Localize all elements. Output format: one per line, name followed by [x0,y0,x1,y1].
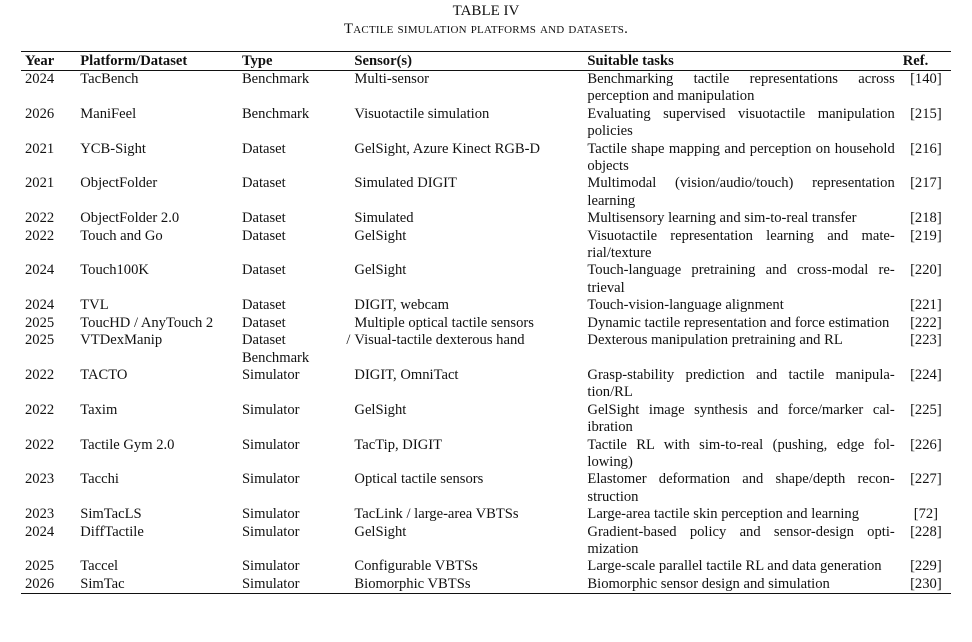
cell-platform: ToucHD / AnyTouch 2 [80,314,214,331]
cell-tasks: Large-scale parallel tactile RL and data generation [587,558,882,575]
cell-tasks: Gradient-based policy and sensor-design optimization [587,523,895,557]
cell-type: Dataset [241,227,286,244]
header-tasks: Suitable tasks [587,53,674,69]
cell-year: 2021 [25,175,55,192]
table-row [21,506,951,523]
cell-sensors: Biomorphic VBTSs [354,575,471,592]
header-row [21,52,951,71]
table-row [21,262,951,297]
cell-ref: [224] [910,366,942,383]
cell-tasks: Evaluating supervised visuotactile manipulation policies [587,105,895,140]
cell-sensors: TacLink / large-area VBTSs [354,506,519,523]
cell-type: Simulator [241,506,300,523]
cell-type: Simulator [241,558,300,575]
cell-ref: [140] [910,71,942,87]
cell-year: 2022 [25,210,55,227]
cell-ref: [221] [910,297,942,314]
cell-tasks: Touch-vision-language alignment [587,297,784,314]
cell-year: 2022 [25,401,55,418]
cell-tasks: Multimodal (vision/audio/touch) representation learning [587,175,895,209]
cell-tasks: Visuotactile representation learning and material/texture [587,227,895,262]
table-row [21,471,951,506]
header-platform: Platform/Dataset [80,53,188,69]
cell-year: 2022 [25,436,55,453]
table-row [21,228,951,263]
header-type: Type [241,53,273,69]
cell-type-slash: / [346,332,351,349]
cell-type: Simulator [241,575,300,592]
cell-platform: ObjectFolder 2.0 [80,210,180,227]
cell-type [242,332,354,367]
cell-year: 2024 [25,262,55,279]
cell-ref: [230] [910,575,942,592]
cell-platform: DiffTactile [80,523,144,540]
table-row [21,141,951,176]
cell-ref: [215] [910,105,942,122]
cell-year: 2025 [25,558,55,575]
cell-type: Dataset [241,297,286,314]
cell-platform: Tacchi [80,471,119,488]
cell-platform: TacBench [80,71,139,87]
cell-platform: SimTacLS [80,506,142,523]
cell-sensors: DIGIT, OmniTact [354,366,459,383]
cell-ref: [227] [910,471,942,488]
cell-type-text: Dataset Benchmark [241,332,310,366]
cell-ref: [72] [913,506,939,523]
cell-ref: [216] [910,140,942,157]
cell-ref: [219] [910,227,942,244]
cell-tasks: GelSight image synthesis and force/marker calibration [587,401,895,436]
cell-sensors: Simulated DIGIT [354,175,457,192]
table-row [21,332,951,367]
cell-sensors: GelSight [354,523,407,540]
table-row [21,71,951,106]
table-row [21,558,951,575]
table-row [21,576,951,594]
table-label: TABLE IV [452,3,520,19]
cell-type: Simulator [241,436,300,453]
cell-year: 2026 [25,105,55,122]
cell-type: Benchmark [241,105,310,122]
cell-platform: SimTac [80,575,125,592]
cell-sensors: GelSight [354,227,407,244]
cell-tasks: Tactile RL with sim-to-real (pushing, edge following) [587,436,895,470]
cell-platform: YCB-Sight [80,140,146,157]
cell-year: 2024 [25,523,55,540]
cell-type: Dataset [241,314,286,331]
cell-year: 2026 [25,575,55,592]
table-row [21,367,951,402]
cell-type: Dataset [241,140,286,157]
cell-type: Dataset [241,175,286,192]
cell-sensors: GelSight [354,262,407,279]
cell-ref: [222] [910,314,942,331]
table-row [21,437,951,472]
cell-year: 2023 [25,506,55,523]
cell-year: 2024 [25,297,55,314]
platforms-table [21,51,951,594]
cell-ref: [220] [910,262,942,279]
cell-sensors: Visual-tactile dexterous hand [354,332,525,349]
cell-tasks: Biomorphic sensor design and simulation [587,575,830,592]
cell-platform: Touch and Go [80,227,163,244]
cell-sensors: Visuotactile simulation [354,105,490,122]
cell-sensors: Multi-sensor [354,71,429,87]
cell-tasks: Benchmarking tactile representations across perception and manipulation [587,71,895,105]
table-row [21,210,951,227]
cell-ref: [226] [910,436,942,453]
table-title: Tactile simulation platforms and datasets. [343,21,629,37]
cell-sensors: GelSight [354,401,407,418]
cell-platform: TACTO [80,366,128,383]
cell-year: 2023 [25,471,55,488]
cell-ref: [223] [910,332,942,349]
cell-ref: [217] [910,175,942,192]
cell-sensors: Configurable VBTSs [354,558,478,575]
cell-tasks: Large-area tactile skin perception and learning [587,506,860,523]
cell-platform: ManiFeel [80,105,137,122]
cell-tasks: Tactile shape mapping and perception on household objects [587,140,895,175]
cell-type: Benchmark [241,71,310,87]
cell-type: Simulator [241,401,300,418]
cell-sensors: Simulated [354,210,414,227]
table-row [21,297,951,314]
cell-tasks: Dexterous manipulation pretraining and RL [587,332,843,349]
cell-type: Simulator [241,471,300,488]
cell-type: Dataset [241,210,286,227]
cell-year: 2021 [25,140,55,157]
cell-platform: ObjectFolder [80,175,158,192]
table-row [21,402,951,437]
cell-tasks: Grasp-stability prediction and tactile manipulation/RL [587,366,895,401]
cell-year: 2025 [25,332,55,349]
cell-year: 2024 [25,71,55,87]
cell-sensors: DIGIT, webcam [354,297,449,314]
cell-tasks: Multisensory learning and sim-to-real transfer [587,210,857,227]
cell-platform: Touch100K [80,262,149,279]
cell-type: Simulator [241,366,300,383]
cell-year: 2022 [25,366,55,383]
cell-sensors: Multiple optical tactile sensors [354,314,534,331]
cell-tasks: Touch-language pretraining and cross-modal retrieval [587,262,895,296]
cell-sensors: TacTip, DIGIT [354,436,443,453]
cell-year: 2025 [25,314,55,331]
cell-type: Simulator [241,523,300,540]
cell-platform: Taxim [80,401,118,418]
cell-ref: [229] [910,558,942,575]
cell-year: 2022 [25,227,55,244]
header-sensors: Sensor(s) [354,53,412,69]
cell-platform: Taccel [80,558,119,575]
cell-platform: VTDexManip [80,332,163,349]
cell-ref: [218] [910,210,942,227]
cell-platform: TVL [80,297,109,314]
cell-platform: Tactile Gym 2.0 [80,436,175,453]
table-row [21,175,951,210]
cell-ref: [225] [910,401,942,418]
table-row [21,524,951,559]
table-row [21,106,951,141]
cell-sensors: Optical tactile sensors [354,471,484,488]
header-year: Year [25,53,55,69]
cell-sensors: GelSight, Azure Kinect RGB-D [354,140,541,157]
cell-tasks: Elastomer deformation and shape/depth reconstruction [587,471,895,505]
cell-tasks: Dynamic tactile representation and force estimation [587,314,890,331]
table-row [21,315,951,332]
cell-type: Dataset [241,262,286,279]
cell-ref: [228] [910,523,942,540]
header-ref: Ref. [902,53,929,69]
